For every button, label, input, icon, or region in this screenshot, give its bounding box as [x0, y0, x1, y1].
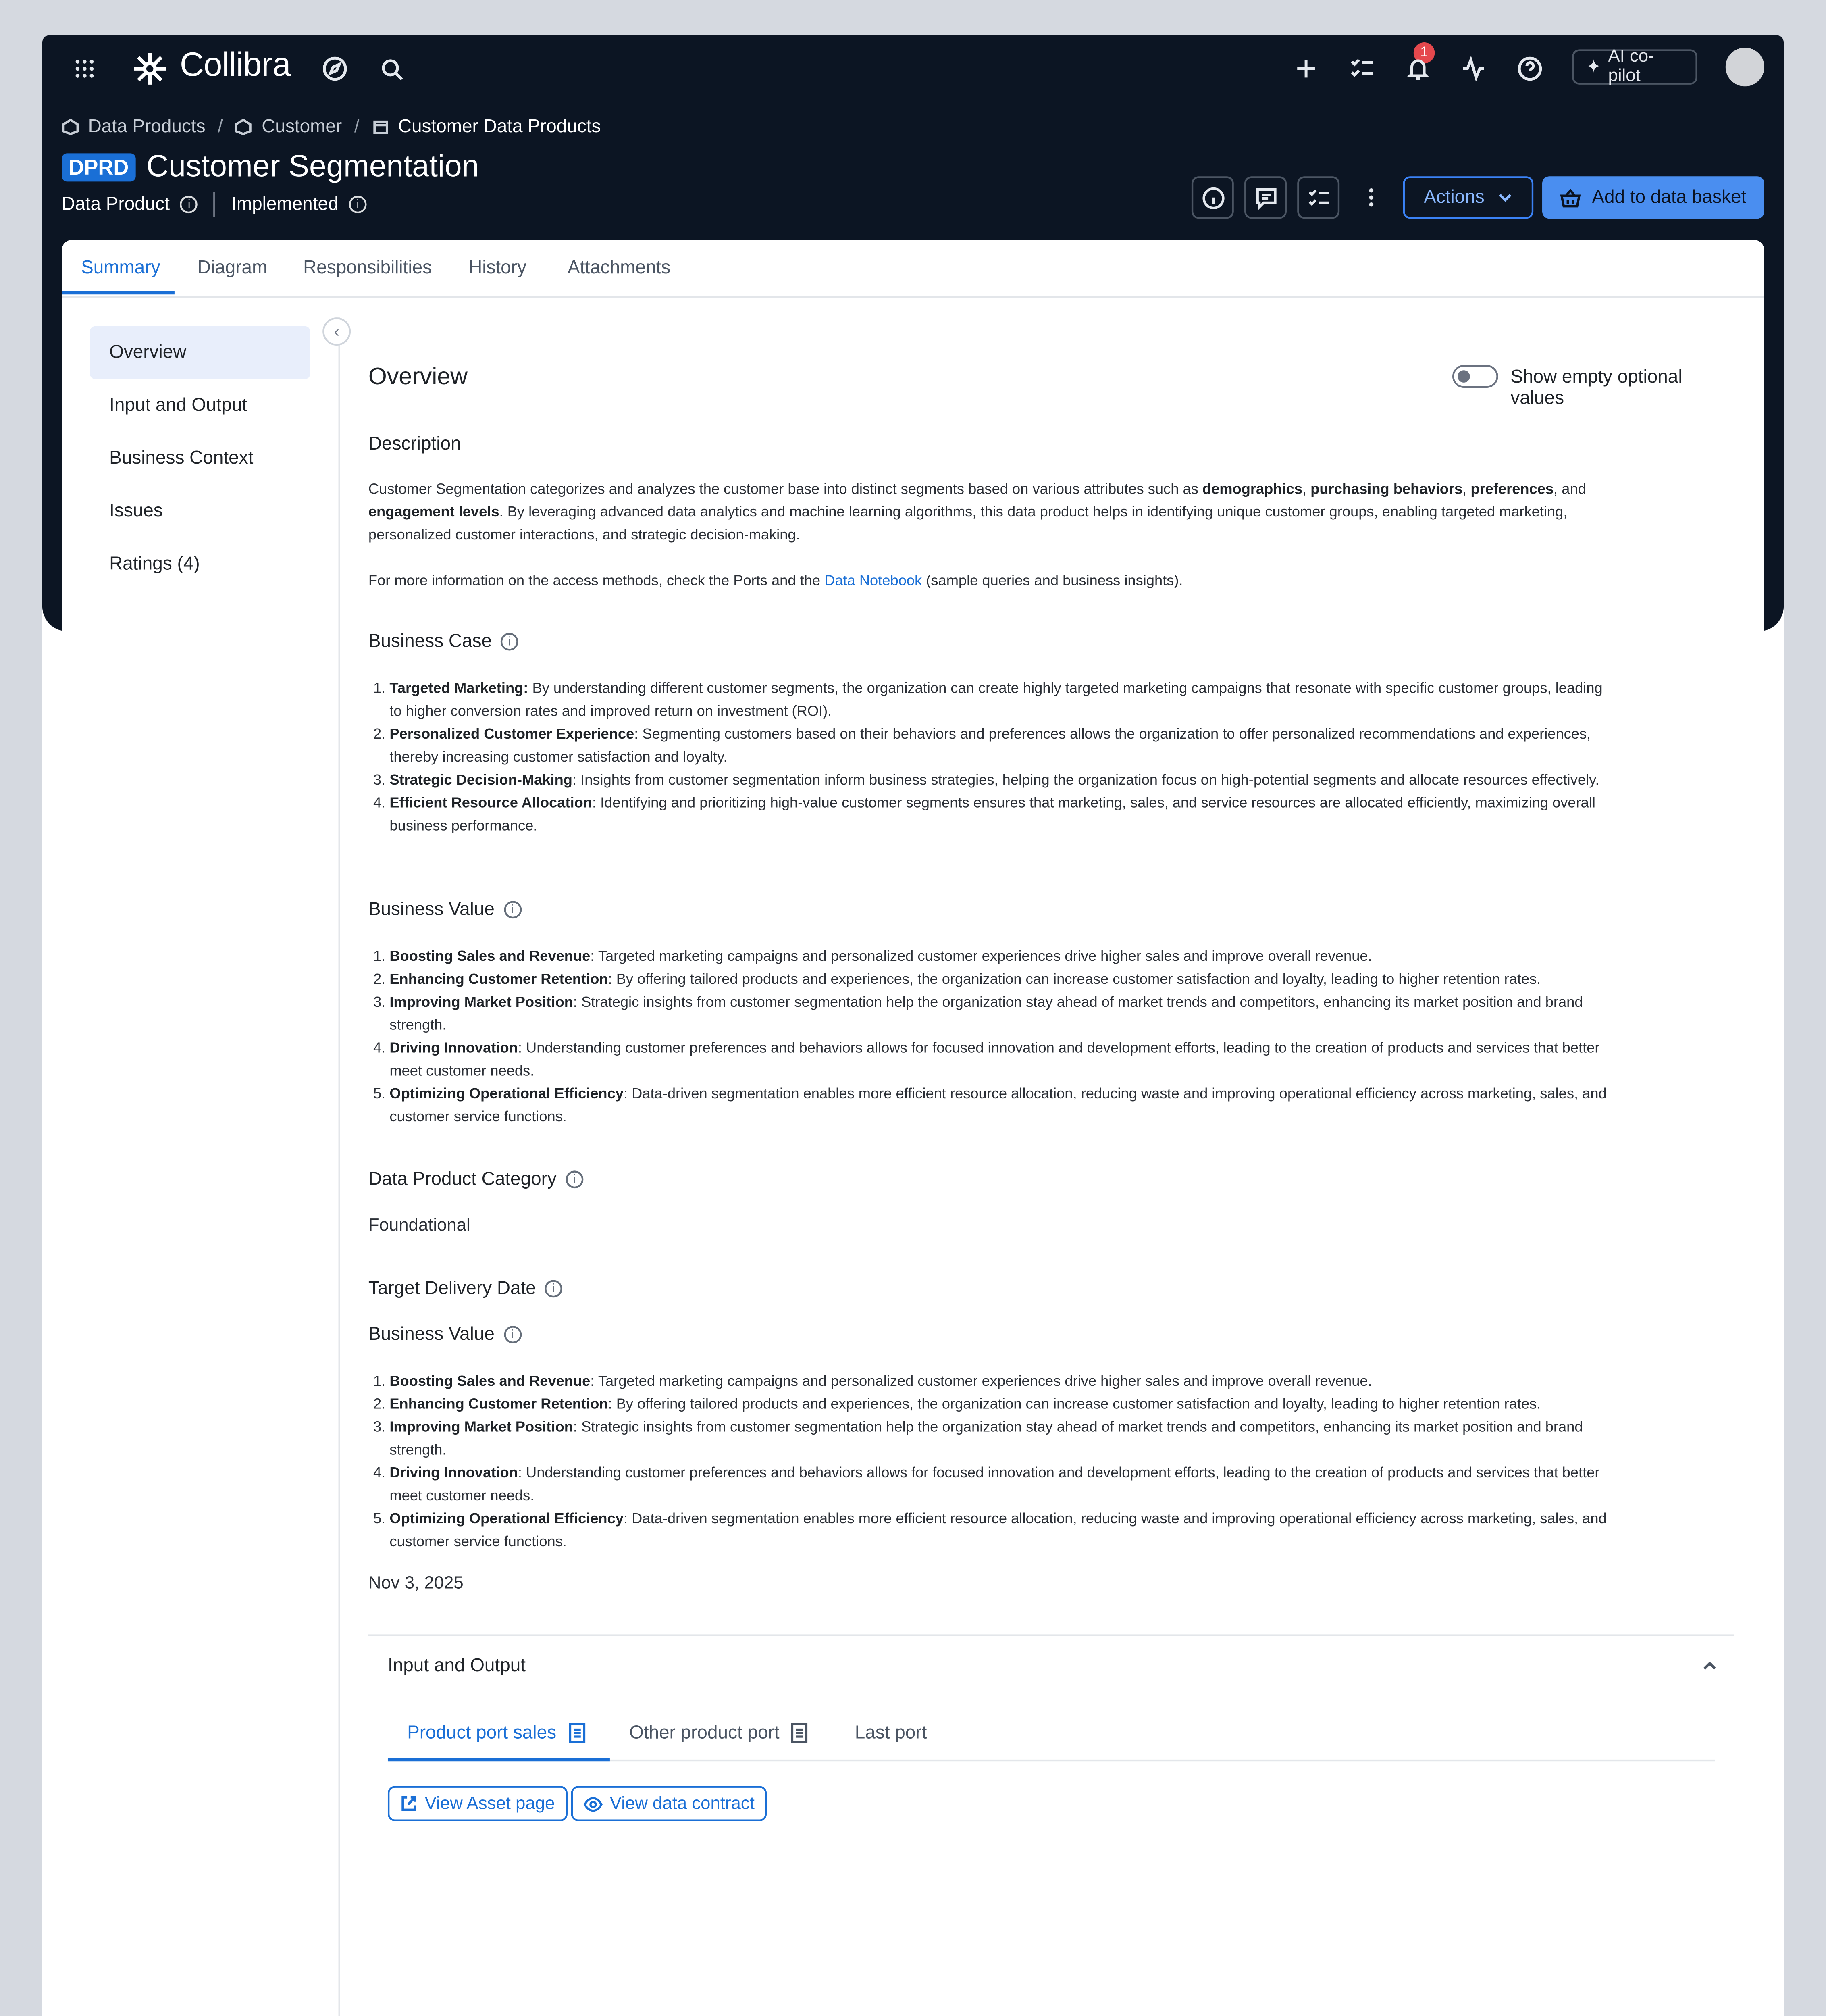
info-icon — [1201, 186, 1224, 209]
comments-button[interactable] — [1244, 176, 1287, 219]
page-title-row — [62, 148, 479, 185]
document-icon — [567, 1722, 586, 1743]
description-heading — [368, 434, 461, 455]
section-title: Overview — [368, 363, 468, 390]
desc-emph: demographics — [1202, 479, 1302, 498]
desc-text: Customer Segmentation categorizes and analyzes the customer base into distinct segments based on various attributes such as — [368, 479, 1202, 498]
delivery-value: Nov 3, 2025 — [368, 1574, 464, 1594]
list-item-text: : Data-driven segmentation enables more efficient resource allocation, reducing waste and improving operational efficiency across marketing, sales, and customer service functions. — [389, 1509, 1607, 1550]
list-item-title: Driving Innovation — [389, 1038, 518, 1056]
list-item-title: Targeted Marketing: — [389, 679, 528, 697]
tab-history[interactable]: History — [469, 257, 526, 279]
category-heading — [368, 1169, 583, 1190]
view-contract-label: View data contract — [609, 1794, 755, 1814]
info-panel-button[interactable] — [1192, 176, 1234, 219]
list-item — [389, 1037, 1611, 1083]
collapse-nav-button[interactable] — [322, 317, 351, 346]
list-item-title: Personalized Customer Experience — [389, 725, 634, 742]
more-vertical-icon[interactable] — [1361, 183, 1382, 212]
business-case-heading — [368, 631, 518, 652]
chevron-down-icon — [1499, 192, 1513, 203]
list-item-text: : Understanding customer preferences and behaviors allows for focused innovation and development efforts, leading to the creation of products and services that better meet customer needs. — [389, 1038, 1600, 1079]
breadcrumb-item[interactable]: Data Products — [88, 116, 206, 138]
list-item-text: : Identifying and prioritizing high-value customer segments ensures that marketing, sales, and service resources are allocated efficiently, maximizing overall business performance. — [389, 793, 1596, 834]
search-icon[interactable] — [377, 55, 406, 83]
desc-text: , and — [1554, 479, 1586, 498]
list-item — [389, 677, 1611, 723]
checklist-icon — [1307, 186, 1330, 209]
subtab-label: Last port — [855, 1722, 927, 1744]
show-empty-toggle[interactable] — [1452, 365, 1498, 388]
info-icon[interactable]: i — [503, 1326, 521, 1343]
plus-icon[interactable] — [1292, 55, 1320, 83]
page-title: Customer Segmentation — [146, 148, 479, 183]
tab-diagram[interactable]: Diagram — [197, 257, 268, 279]
breadcrumb-item[interactable]: Customer — [262, 116, 342, 138]
chevron-up-icon[interactable] — [1703, 1659, 1717, 1673]
delivery-title: Target Delivery Date — [368, 1278, 536, 1300]
activity-icon[interactable] — [1460, 55, 1488, 83]
collibra-logo-icon[interactable] — [129, 48, 171, 90]
category-title: Data Product Category — [368, 1169, 557, 1190]
breadcrumb-item[interactable]: Customer Data Products — [398, 116, 601, 138]
list-item — [389, 1083, 1611, 1129]
breadcrumb-separator: / — [218, 116, 223, 138]
basket-icon — [1560, 188, 1581, 207]
list-item-title: Optimizing Operational Efficiency — [389, 1509, 624, 1527]
business-value-heading — [368, 899, 521, 920]
list-item-text: : Targeted marketing campaigns and personalized customer experiences drive higher sales and improve overall revenue. — [590, 947, 1372, 964]
asset-type-label: Data Product — [62, 194, 170, 215]
data-notebook-link[interactable]: Data Notebook — [824, 571, 922, 589]
list-item — [389, 945, 1611, 968]
input-output-accordion-title[interactable]: Input and Output — [387, 1655, 526, 1677]
status-label: Implemented — [231, 194, 339, 215]
active-subtab-indicator — [388, 1758, 610, 1761]
tab-attachments[interactable]: Attachments — [567, 257, 671, 279]
info-icon[interactable]: i — [545, 1280, 563, 1298]
list-item-text: : Data-driven segmentation enables more efficient resource allocation, reducing waste and improving operational efficiency across marketing, sales, and customer service functions. — [389, 1084, 1607, 1125]
apps-grid-icon[interactable] — [72, 56, 97, 81]
list-item-title: Enhancing Customer Retention — [389, 969, 608, 987]
list-item-text: : Strategic insights from customer segmentation help the organization stay ahead of market trends and competitors, enhancing its market position and brand strength. — [389, 992, 1583, 1033]
list-item — [389, 768, 1611, 791]
list-item — [389, 968, 1611, 991]
list-item-title: Optimizing Operational Efficiency — [389, 1084, 624, 1102]
info-icon[interactable]: i — [180, 196, 198, 213]
list-item-text: : Targeted marketing campaigns and personalized customer experiences drive higher sales and improve overall revenue. — [590, 1371, 1372, 1389]
category-value: Foundational — [368, 1216, 470, 1236]
help-icon[interactable] — [1516, 55, 1544, 83]
breadcrumb-separator: / — [354, 116, 360, 138]
view-asset-label: View Asset page — [424, 1794, 555, 1814]
business-value-list — [368, 945, 1611, 1129]
list-item-title: Boosting Sales and Revenue — [389, 1371, 591, 1389]
desc-emph: purchasing behaviors — [1310, 479, 1463, 498]
bell-icon[interactable] — [1403, 55, 1431, 83]
nav-item-input-output[interactable]: Input and Output — [109, 395, 247, 416]
list-item-title: Efficient Resource Allocation — [389, 793, 592, 811]
list-item-title: Enhancing Customer Retention — [389, 1394, 608, 1412]
tasks-button[interactable] — [1297, 176, 1339, 219]
desc-emph: engagement levels — [368, 502, 499, 520]
main-card — [62, 240, 1764, 2016]
divider — [214, 192, 215, 217]
list-item-title: Strategic Decision-Making — [389, 770, 573, 788]
list-item — [389, 1393, 1611, 1416]
business-value-list — [368, 1370, 1611, 1554]
eye-icon — [583, 1795, 603, 1811]
view-data-contract-button[interactable] — [571, 1786, 767, 1821]
asset-meta — [62, 192, 366, 217]
ai-copilot-button[interactable] — [1572, 48, 1697, 87]
top-bar — [42, 35, 1784, 102]
data-product-icon — [235, 118, 253, 136]
data-product-icon — [62, 118, 79, 136]
info-icon[interactable]: i — [566, 1170, 583, 1188]
info-icon[interactable]: i — [501, 633, 518, 651]
active-tab-indicator — [62, 291, 175, 294]
actions-button[interactable] — [1403, 176, 1534, 219]
list-item — [389, 791, 1611, 837]
tasks-icon[interactable] — [1348, 55, 1377, 83]
add-to-basket-label: Add to data basket — [1592, 187, 1747, 208]
app-name[interactable]: Collibra — [180, 48, 291, 85]
external-link-icon — [400, 1795, 418, 1812]
list-item — [389, 1508, 1611, 1554]
desc-text: , — [1302, 479, 1311, 498]
list-item-text: : By offering tailored products and experiences, the organization can increase customer satisfaction and loyalty, leading to higher retention rates. — [608, 1394, 1541, 1412]
divider — [368, 1634, 1734, 1636]
tab-summary[interactable]: Summary — [81, 257, 160, 279]
business-case-list — [368, 677, 1611, 837]
list-item-text: : Strategic insights from customer segmentation help the organization stay ahead of market trends and competitors, enhancing its market position and brand strength. — [389, 1417, 1583, 1458]
nav-item-overview[interactable]: Overview — [90, 326, 310, 379]
list-item — [389, 1462, 1611, 1508]
list-item — [389, 1416, 1611, 1462]
desc-text: (sample queries and business insights). — [922, 571, 1183, 589]
subtab-label: Product port sales — [407, 1722, 557, 1744]
list-item-title: Improving Market Position — [389, 992, 573, 1010]
subtab-product-port-sales[interactable] — [407, 1722, 586, 1743]
add-to-basket-button[interactable] — [1542, 176, 1764, 219]
list-item-title: Boosting Sales and Revenue — [389, 947, 591, 964]
subtab-other-product-port[interactable] — [629, 1722, 809, 1743]
business-value-title: Business Value — [368, 899, 495, 921]
list-item-text: : Insights from customer segmentation inform business strategies, helping the organization focus on high-potential segments and allocate resources effectively. — [572, 770, 1599, 788]
list-item-text: By understanding different customer segments, the organization can create highly targeted marketing campaigns that resonate with specific customer groups, leading to higher conversion rates and improved return on investment (ROI). — [389, 679, 1603, 720]
list-item — [389, 723, 1611, 769]
actions-label: Actions — [1424, 187, 1485, 208]
list-item — [389, 1370, 1611, 1393]
nav-item-issues[interactable]: Issues — [109, 500, 163, 522]
breadcrumb — [62, 117, 601, 137]
list-item-text: : Segmenting customers based on their behaviors and preferences allows the organization to offer personalized recommendations and experiences, thereby increasing customer satisfaction and loyalty. — [389, 725, 1591, 765]
sparkle-icon: ✦ — [1586, 57, 1601, 77]
compass-icon[interactable] — [321, 55, 349, 83]
document-icon — [790, 1722, 809, 1743]
list-item-title: Improving Market Position — [389, 1417, 573, 1435]
app-window — [42, 35, 1784, 2016]
list-item — [389, 991, 1611, 1037]
description-text — [368, 478, 1611, 547]
description-note — [368, 569, 1611, 592]
view-asset-page-button[interactable] — [388, 1786, 567, 1821]
avatar[interactable] — [1726, 48, 1764, 86]
asset-type-badge: DPRD — [62, 152, 136, 181]
chevron-left-icon: ‹ — [334, 323, 339, 340]
subtab-last-port[interactable] — [855, 1722, 927, 1743]
list-item-text: : By offering tailored products and experiences, the organization can increase customer satisfaction and loyalty, leading to higher retention rates. — [608, 969, 1541, 987]
desc-emph: preferences — [1470, 479, 1554, 498]
comment-icon — [1254, 186, 1277, 209]
folder-icon — [372, 118, 389, 136]
desc-text: . By leveraging advanced data analytics and machine learning algorithms, this data product helps in identifying unique customer groups, enabling targeted marketing, personalized customer interactions, and strategic decision-making. — [368, 502, 1568, 543]
business-case-title: Business Case — [368, 631, 492, 652]
tasks-count-badge: 1 — [1414, 42, 1435, 63]
desc-text: For more information on the access methods, check the Ports and the — [368, 571, 825, 589]
business-value-heading — [368, 1324, 521, 1345]
ai-copilot-label: AI co-pilot — [1608, 48, 1654, 87]
show-empty-label: Show empty optional values — [1510, 367, 1682, 409]
info-icon[interactable]: i — [349, 196, 367, 213]
tab-bar — [62, 240, 1764, 298]
tab-responsibilities[interactable]: Responsibilities — [303, 257, 432, 279]
list-item-title: Driving Innovation — [389, 1463, 518, 1481]
desc-text: , — [1462, 479, 1471, 498]
list-item-text: : Understanding customer preferences and behaviors allows for focused innovation and development efforts, leading to the creation of products and services that better meet customer needs. — [389, 1463, 1600, 1504]
subtab-label: Other product port — [629, 1722, 780, 1744]
delivery-heading — [368, 1278, 563, 1299]
info-icon[interactable]: i — [503, 901, 521, 918]
nav-divider — [339, 317, 340, 2016]
nav-item-business-context[interactable]: Business Context — [109, 448, 254, 469]
business-value-title: Business Value — [368, 1324, 495, 1345]
nav-item-ratings[interactable]: Ratings (4) — [109, 553, 200, 575]
description-title: Description — [368, 433, 461, 455]
